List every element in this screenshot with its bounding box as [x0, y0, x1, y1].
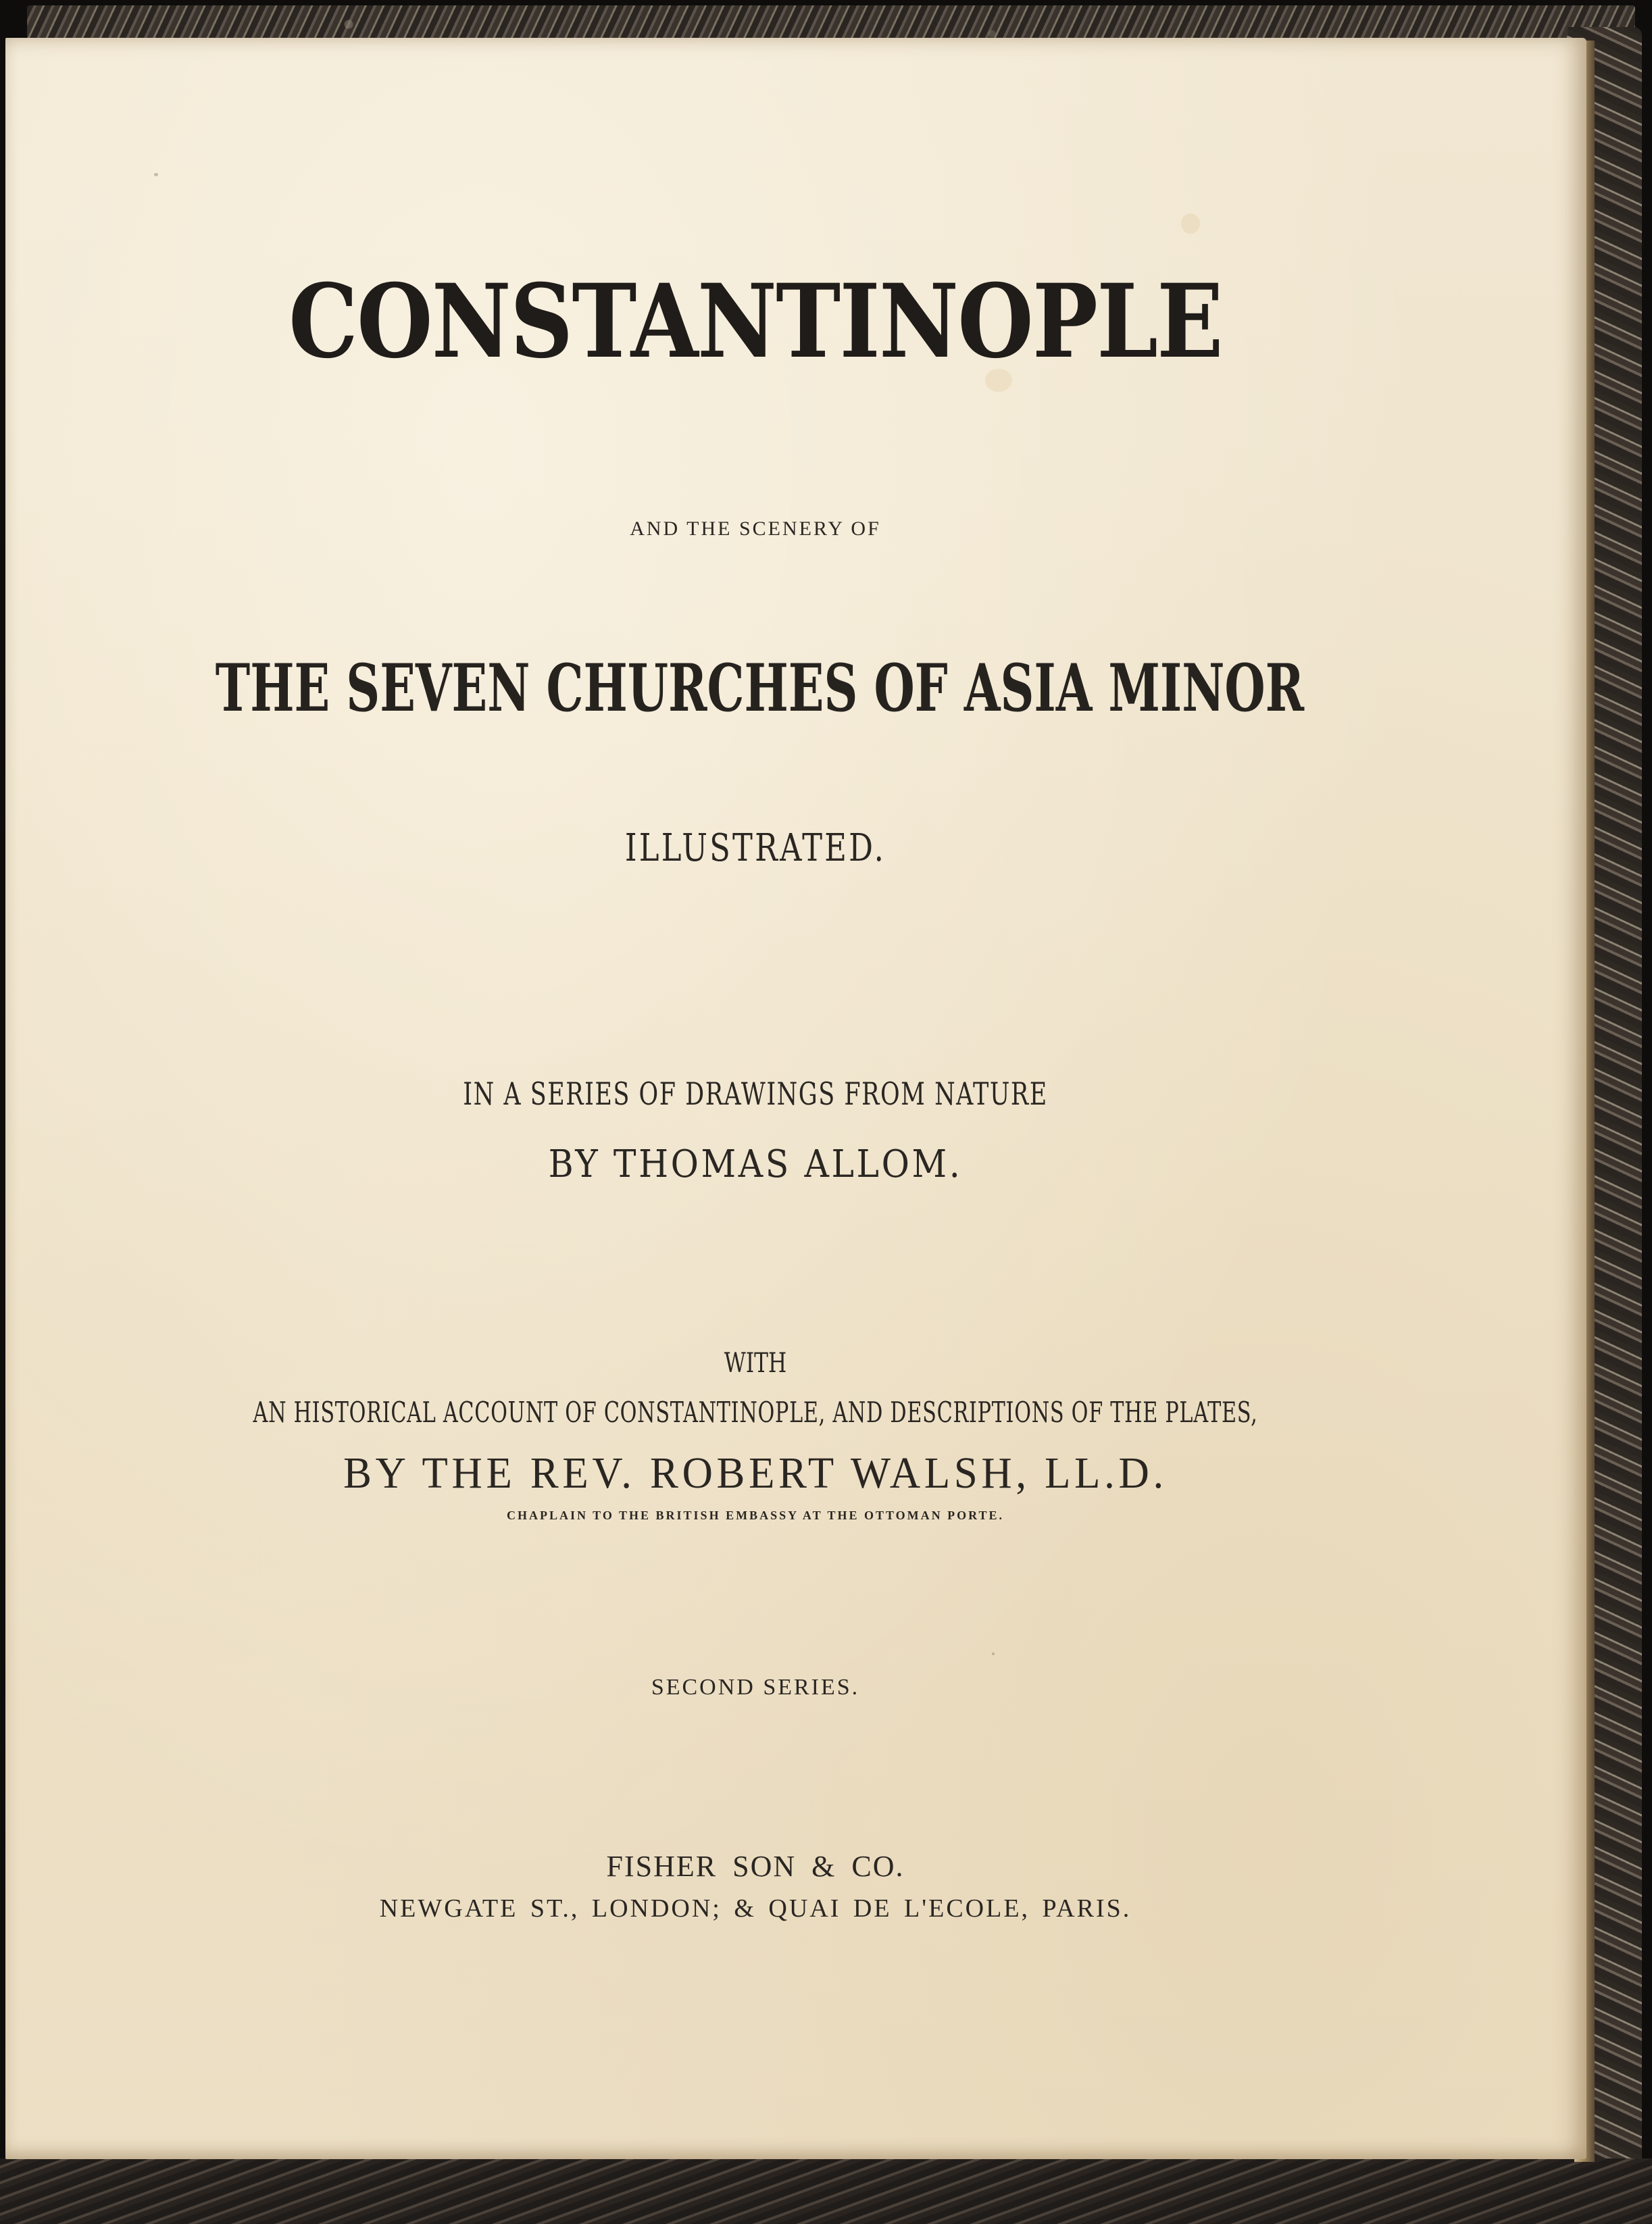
writer-credit: BY THE REV. ROBERT WALSH, LL.D. — [343, 1448, 1168, 1498]
paper-speck — [154, 173, 158, 176]
with-label: WITH — [724, 1348, 787, 1379]
series-label: SECOND SERIES. — [651, 1675, 860, 1700]
subtitle-connector: AND THE SCENERY OF — [630, 517, 881, 540]
paper-page — [5, 38, 1586, 2159]
paper-speck — [992, 1652, 995, 1655]
book-title: CONSTANTINOPLE — [289, 262, 1222, 381]
drawings-line: IN A SERIES OF DRAWINGS FROM NATURE — [463, 1076, 1048, 1112]
writer-title: CHAPLAIN TO THE BRITISH EMBASSY AT THE OTTOMAN PORTE. — [506, 1509, 1005, 1522]
artist-credit: BY THOMAS ALLOM. — [548, 1142, 963, 1186]
publisher-address: NEWGATE ST., LONDON; & QUAI DE L'ECOLE, PARIS. — [379, 1894, 1132, 1923]
historical-account-line: AN HISTORICAL ACCOUNT OF CONSTANTINOPLE, AND DESCRIPTIONS OF THE PLATES, — [253, 1396, 1258, 1429]
illustrated-label: ILLUSTRATED. — [624, 826, 886, 870]
paper-stain — [1181, 213, 1200, 234]
publisher-name: FISHER SON & CO. — [606, 1850, 905, 1883]
book-subtitle: THE SEVEN CHURCHES OF ASIA MINOR — [215, 650, 1305, 726]
marbled-board-bottom — [0, 2158, 1652, 2224]
